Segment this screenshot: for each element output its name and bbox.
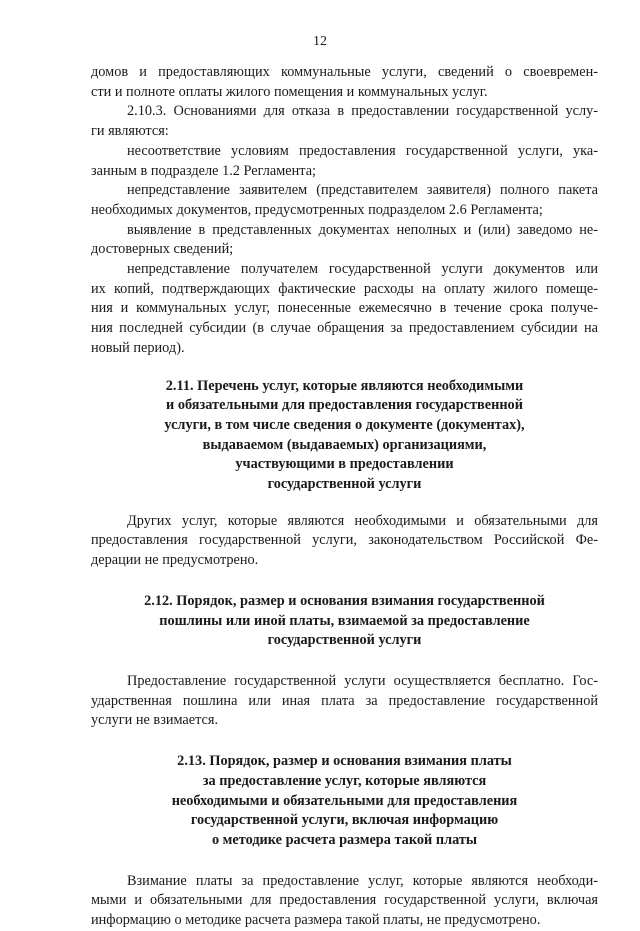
- text-line: выявление в представленных документах неполных и (или) заведомо не-: [127, 221, 598, 238]
- text-line: ударственная пошлина или иная плата за предоставление государственной: [91, 692, 598, 709]
- text-line: занным в подразделе 1.2 Регламента;: [91, 162, 317, 179]
- text-line: услуги не взимается.: [91, 712, 219, 729]
- text-line: сти и полноте оплаты жилого помещения и коммунальных услуг.: [91, 83, 488, 100]
- heading-line: и обязательными для предоставления государственной: [166, 397, 523, 414]
- paragraph: [91, 181, 598, 220]
- section-heading-2-12: [91, 592, 598, 651]
- paragraph: [91, 102, 598, 141]
- text-line: домов и предоставляющих коммунальные услуги, сведений о своевремен-: [91, 64, 598, 80]
- paragraph: [91, 142, 598, 181]
- text-line: новый период).: [91, 339, 185, 356]
- text-line: несоответствие условиям предоставления государственной услуги, ука-: [127, 142, 598, 159]
- text-line: их копий, подтверждающих фактические расходы на оплату жилого помеще-: [91, 280, 598, 297]
- text-line: Других услуг, которые являются необходимыми и обязательными для: [127, 512, 598, 529]
- paragraph: [91, 63, 598, 102]
- paragraph: [91, 260, 598, 359]
- heading-line: необходимыми и обязательными для предоставления: [171, 792, 518, 809]
- text-line: Предоставление государственной услуги осуществляется бесплатно. Гос-: [127, 672, 598, 689]
- heading-line: государственной услуги: [267, 632, 422, 649]
- page-content: [91, 63, 598, 931]
- paragraph: [91, 672, 598, 731]
- paragraph: [91, 872, 598, 931]
- heading-line: за предоставление услуг, которые являются: [202, 772, 487, 789]
- text-line: ния последней субсидии (в случае обращения за предоставлением субсидии на: [91, 320, 598, 337]
- text-line: непредставление заявителем (представителем заявителя) полного пакета: [127, 182, 598, 199]
- heading-line: услуги, в том числе сведения о документе (документах),: [164, 416, 525, 433]
- section-heading-2-11: [91, 377, 598, 495]
- text-line: Взимание платы за предоставление услуг, которые являются необходи-: [127, 872, 598, 889]
- text-line: информацию о методике расчета размера такой платы, не предусмотрено.: [91, 912, 541, 929]
- heading-line: государственной услуги: [267, 476, 422, 493]
- paragraph: [91, 512, 598, 571]
- text-line: ги являются:: [91, 123, 169, 140]
- heading-line: выдаваемом (выдаваемых) организациями,: [202, 436, 487, 453]
- text-line: предоставления государственной услуги, законодательством Российской Фе-: [91, 532, 598, 549]
- page-number: 12: [313, 34, 327, 49]
- heading-line: участвующими в предоставлении: [235, 456, 454, 473]
- text-line: необходимых документов, предусмотренных подразделом 2.6 Регламента;: [91, 201, 543, 218]
- paragraph: [91, 221, 598, 260]
- text-line: 2.10.3. Основаниями для отказа в предоставлении государственной услу-: [127, 103, 598, 120]
- text-line: достоверных сведений;: [91, 241, 234, 258]
- section-heading-2-13: [91, 752, 598, 851]
- text-line: ния и коммунальных услуг, понесенные ежемесячно в течение срока получе-: [91, 300, 598, 317]
- text-line: мыми и обязательными для предоставления государственной услуги, включая: [91, 892, 598, 909]
- text-line: дерации не предусмотрено.: [91, 552, 259, 569]
- heading-line: 2.13. Порядок, размер и основания взимания платы: [177, 753, 512, 770]
- heading-line: 2.12. Порядок, размер и основания взимания государственной: [144, 592, 545, 609]
- heading-line: о методике расчета размера такой платы: [211, 831, 478, 848]
- heading-line: государственной услуги, включая информацию: [190, 812, 499, 829]
- heading-line: пошлины или иной платы, взимаемой за предоставление: [159, 612, 530, 629]
- text-line: непредставление получателем государственной услуги документов или: [127, 261, 598, 278]
- heading-line: 2.11. Перечень услуг, которые являются необходимыми: [165, 377, 524, 394]
